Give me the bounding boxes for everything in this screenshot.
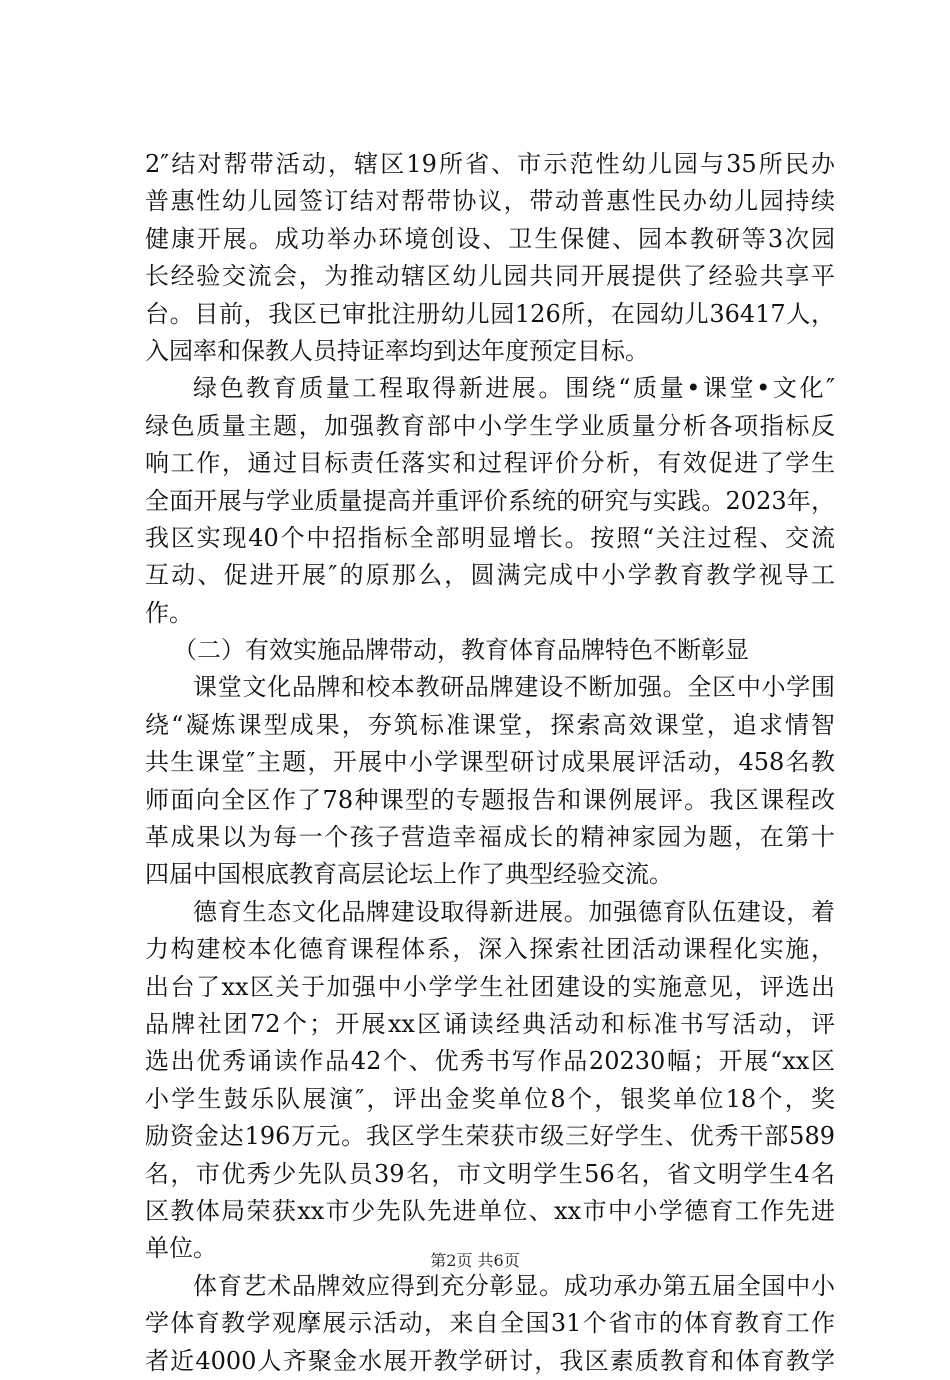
text-line: 出台了xx区关于加强中小学学生社团建设的实施意见，评选出	[145, 972, 835, 1001]
page-footer: 第2页 共6页	[430, 1251, 520, 1270]
text-line: 选出优秀诵读作品42个、优秀书写作品20230幅；开展“xx区	[145, 1047, 835, 1076]
text-line: 共生课堂″主题，开展中小学课型研讨成果展评活动，458名教	[145, 748, 835, 777]
text-line: 普惠性幼儿园签订结对帮带协议，带动普惠性民办幼儿园持续	[145, 187, 835, 216]
paragraph-start: 绿色教育质量工程取得新进展。围绕“质量•课堂•文化″	[193, 374, 835, 403]
text-line: 励资金达196万元。我区学生荣获市级三好学生、优秀干部589	[145, 1122, 835, 1151]
text-line: 入园率和保教人员持证率均到达年度预定目标。	[145, 336, 649, 365]
text-line: 力构建校本化德育课程体系，深入探索社团活动课程化实施，	[145, 935, 835, 964]
text-line: 我区实现40个中招指标全部明显增长。按照“关注过程、交流	[145, 523, 835, 552]
document-body	[145, 146, 835, 1380]
text-line: 互动、促进开展″的原那么，圆满完成中小学教育教学视导工	[145, 561, 835, 590]
text-line: 单位。	[145, 1234, 217, 1263]
text-line: 小学生鼓乐队展演″，评出金奖单位8个，银奖单位18个，奖	[145, 1084, 835, 1113]
text-line: 作。	[145, 598, 193, 627]
text-line: 长经验交流会，为推动辖区幼儿园共同开展提供了经验共享平	[145, 262, 835, 291]
text-line: 区教体局荣获xx市少先队先进单位、xx市中小学德育工作先进	[145, 1196, 835, 1225]
text-line: 品牌社团72个；开展xx区诵读经典活动和标准书写活动，评	[145, 1009, 835, 1038]
text-line: 2″结对帮带活动，辖区19所省、市示范性幼儿园与35所民办	[145, 150, 835, 178]
text-line: 四届中国根底教育高层论坛上作了典型经验交流。	[145, 860, 673, 889]
paragraph-start: 德育生态文化品牌建设取得新进展。加强德育队伍建设，着	[193, 897, 835, 926]
paragraph-start: 体育艺术品牌效应得到充分彰显。成功承办第五届全国中小	[193, 1271, 835, 1300]
text-line: 响工作，通过目标责任落实和过程评价分析，有效促进了学生	[145, 449, 835, 478]
text-line: 全面开展与学业质量提高并重评价系统的研究与实践。2023年，	[145, 486, 835, 515]
text-line: 学体育教学观摩展示活动，来自全国31个省市的体育教育工作	[145, 1309, 835, 1338]
text-line: 革成果以为每一个孩子营造幸福成长的精神家园为题，在第十	[145, 823, 835, 852]
text-line: 健康开展。成功举办环境创设、卫生保健、园本教研等3次园	[145, 224, 835, 253]
paragraph-start: 课堂文化品牌和校本教研品牌建设不断加强。全区中小学围	[193, 673, 835, 702]
text-line: 名，市优秀少先队员39名，市文明学生56名，省文明学生4名	[145, 1159, 835, 1188]
text-line: 绕“凝炼课型成果，夯筑标准课堂，探索高效课堂，追求情智	[145, 710, 835, 739]
text-line: 台。目前，我区已审批注册幼儿园126所，在园幼儿36417人，	[145, 299, 835, 328]
section-heading: （二）有效实施品牌带动，教育体育品牌特色不断彰显	[173, 636, 749, 665]
text-line: 者近4000人齐聚金水展开教学研讨，我区素质教育和体育教学	[145, 1346, 835, 1375]
text-line: 师面向全区作了78种课型的专题报告和课例展评。我区课程改	[145, 785, 835, 814]
text-line: 绿色质量主题，加强教育部中小学生学业质量分析各项指标反	[145, 411, 835, 440]
